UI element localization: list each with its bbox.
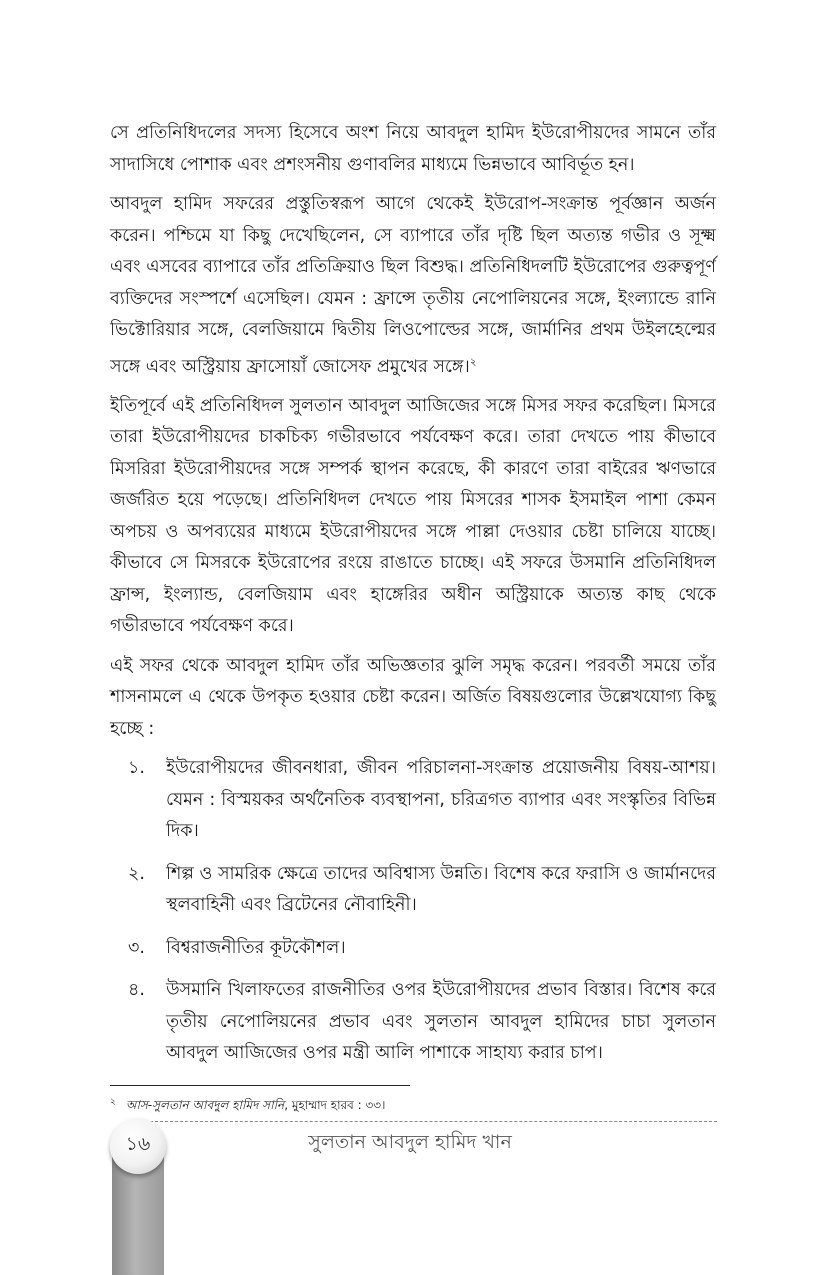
numbered-list (110, 753, 716, 1070)
paragraph: ইতিপূর্বে এই প্রতিনিধিদল সুলতান আবদুল আজিজের সঙ্গে মিসর সফর করেছিল। মিসরে তারা ইউরোপীয়দের চাকচিক্য গভীরভাবে পর্যবেক্ষণ করে। তারা দেখতে পায় কীভাবে মিসরিরা ইউরোপীয়দের সঙ্গে সম্পর্ক স্থাপন করেছে, কী কারণে তারা বাইরের ঋণভারে জর্জরিত হয়ে পড়েছে। প্রতিনিধিদল দেখতে পায় মিসরের শাসক ইসমাইল পাশা কেমন অপচয় ও অপব্যয়ের মাধ্যমে ইউরোপীয়দের সঙ্গে পাল্লা দেওয়ার চেষ্টা চালিয়ে যাচ্ছে। কীভাবে সে মিসরকে ইউরোপের রংয়ে রাঙাতে চাচ্ছে। এই সফরে উসমানি প্রতিনিধিদল ফ্রান্স, ইংল্যান্ড, বেলজিয়াম এবং হাঙ্গেরির অধীন অস্ট্রিয়াকে অত্যন্ত কাছ থেকে গভীরভাবে পর্যবেক্ষণ করে। (110, 395, 716, 637)
list-text: ইউরোপীয়দের জীবনধারা, জীবন পরিচালনা-সংক্রান্ত প্রয়োজনীয় বিষয়-আশয়। যেমন : বিস্ময়কর অর্থনৈতিক ব্যবস্থাপনা, চরিত্রগত ব্যাপার এবং সংস্কৃতির বিভিন্ন দিক। (166, 758, 716, 842)
list-item (110, 933, 716, 965)
page-number: ১৬ (125, 1133, 151, 1155)
running-title: সুলতান আবদুল হামিদ খান (308, 1131, 512, 1153)
footnote (110, 1094, 716, 1113)
paragraph-text: আবদুল হামিদ সফরের প্রস্তুতিস্বরূপ আগে থেকেই ইউরোপ-সংক্রান্ত পূর্বজ্ঞান অর্জন করেন। পশ্চিমে যা কিছু দেখেছিলেন, সে ব্যাপারে তাঁর দৃষ্টি ছিল অত্যন্ত গভীর ও সূক্ষ্ম এবং এসবের ব্যাপারে তাঁর প্রতিক্রিয়াও ছিল বিশুদ্ধ। প্রতিনিধিদলটি ইউরোপের গুরুত্বপূর্ণ ব্যক্তিদের সংস্পর্শে এসেছিল। যেমন : ফ্রান্সে তৃতীয় নেপোলিয়নের সঙ্গে, ইংল্যান্ডে রানি ভিক্টোরিয়ার সঙ্গে, বেলজিয়ামে দ্বিতীয় লিওপোল্ডের সঙ্গে, জার্মানির প্রথম উইলহেল্মের সঙ্গে এবং অস্ট্রিয়ায় ফ্রাসোয়াঁ জোসেফ প্রমুখের সঙ্গে। (110, 194, 716, 377)
list-text: বিশ্বরাজনীতির কূটকৌশল। (166, 937, 346, 958)
list-number: ৩. (128, 937, 145, 958)
footnote-source-detail: , মুহাম্মাদ হারব : ৩৩। (284, 1098, 386, 1112)
paragraph (110, 189, 716, 383)
footnote-divider (110, 1085, 410, 1086)
list-number: ৪. (128, 980, 145, 1001)
list-text: শিল্প ও সামরিক ক্ষেত্রে তাদের অবিশ্বাস্য উন্নতি। বিশেষ করে ফরাসি ও জার্মানদের স্থলবাহিনী এবং ব্রিটেনের নৌবাহিনী। (166, 863, 716, 916)
list-item (110, 859, 716, 922)
footnote-reference[interactable]: ২ (469, 356, 477, 368)
list-item (110, 975, 716, 1070)
list-number: ১. (128, 758, 145, 779)
page-number-badge (110, 1118, 166, 1174)
footnote-mark: ২ (110, 1097, 116, 1107)
footnote-source-title: আস-সুলতান আবদুল হামিদ সানি (125, 1098, 285, 1112)
list-item (110, 753, 716, 848)
main-text (110, 118, 716, 1081)
paragraph: সে প্রতিনিধিদলের সদস্য হিসেবে অংশ নিয়ে আবদুল হামিদ ইউরোপীয়দের সামনে তাঁর সাদাসিধে পোশাক এবং প্রশংসনীয় গুণাবলির মাধ্যমে ভিন্নভাবে আবির্ভূত হন। (110, 123, 716, 175)
footer-dotted-rule (135, 1121, 717, 1122)
list-number: ২. (128, 863, 145, 884)
paragraph: এই সফর থেকে আবদুল হামিদ তাঁর অভিজ্ঞতার ঝুলি সমৃদ্ধ করেন। পরবর্তী সময়ে তাঁর শাসনামলে এ থেকে উপকৃত হওয়ার চেষ্টা করেন। অর্জিত বিষয়গুলোর উল্লেখযোগ্য কিছু হচ্ছে : (110, 655, 716, 739)
list-text: উসমানি খিলাফতের রাজনীতির ওপর ইউরোপীয়দের প্রভাব বিস্তার। বিশেষ করে তৃতীয় নেপোলিয়নের প্রভাব এবং সুলতান আবদুল হামিদের চাচা সুলতান আবদুল আজিজের ওপর মন্ত্রী আলি পাশাকে সাহায্য করার চাপ। (166, 980, 716, 1064)
